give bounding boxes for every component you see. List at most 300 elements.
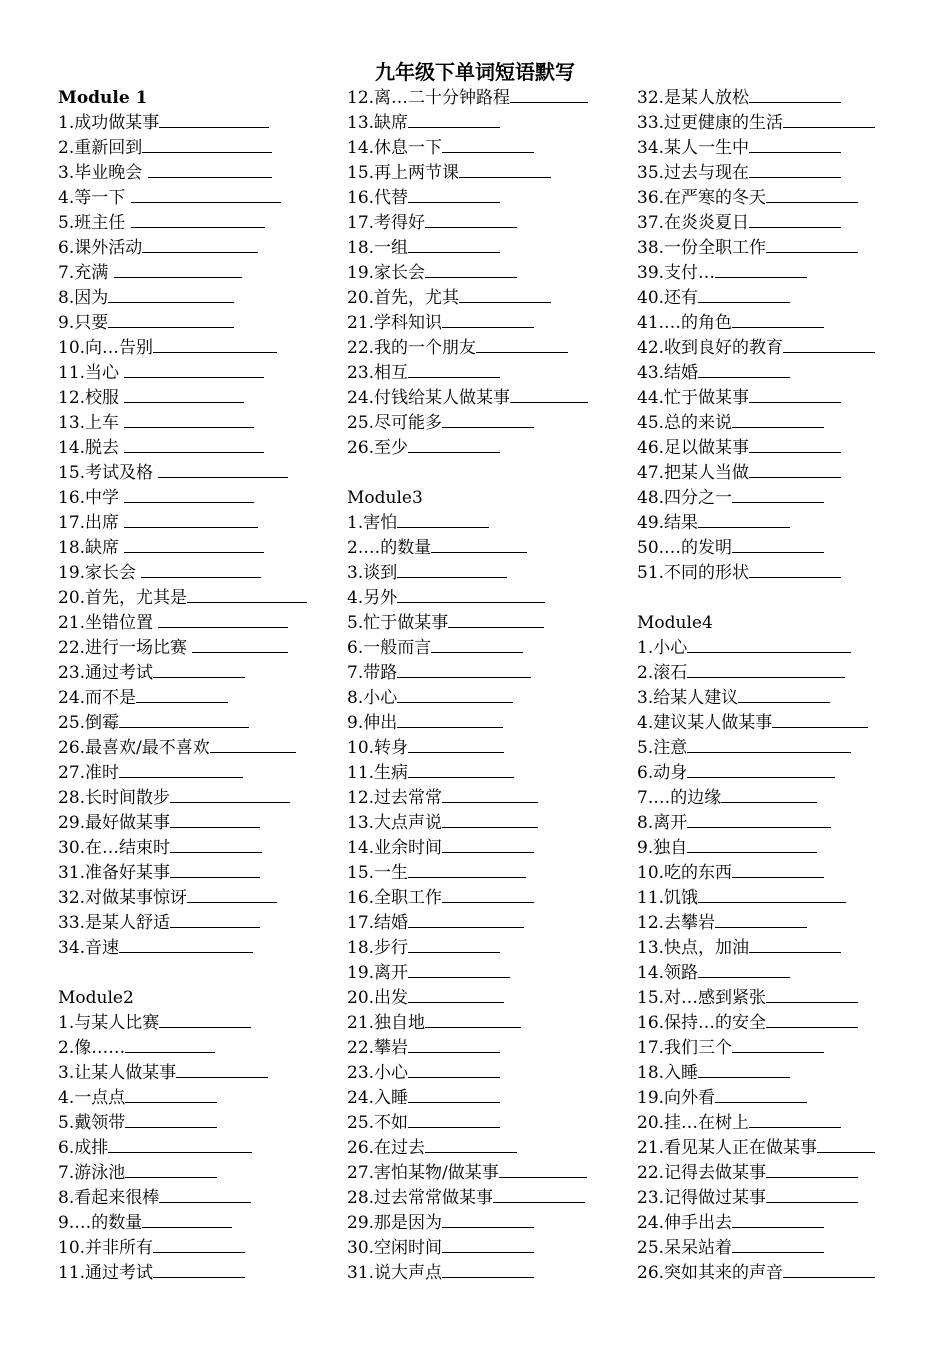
vocab-item <box>637 386 875 411</box>
vocab-item <box>637 936 875 961</box>
vocab-prompt: 18.一组 <box>347 238 409 258</box>
answer-blank[interactable] <box>108 1151 252 1153</box>
answer-blank[interactable] <box>766 1201 858 1203</box>
vocab-prompt: 7.游泳池 <box>58 1163 126 1183</box>
vocab-prompt: 24.伸手出去 <box>637 1213 733 1233</box>
vocab-item <box>637 336 875 361</box>
vocab-item <box>637 836 875 861</box>
vocab-item <box>637 761 875 786</box>
answer-blank[interactable] <box>698 901 846 903</box>
vocab-item <box>637 811 875 836</box>
vocab-prompt: 8.因为 <box>58 288 109 308</box>
answer-blank[interactable] <box>124 426 254 428</box>
vocab-item <box>347 661 588 686</box>
vocab-prompt: 45.总的来说 <box>637 413 733 433</box>
answer-blank[interactable] <box>187 901 277 903</box>
vocab-prompt: 1.害怕 <box>347 513 398 533</box>
vocab-prompt: 51.不同的形状 <box>637 563 750 583</box>
answer-blank[interactable] <box>687 851 817 853</box>
answer-blank[interactable] <box>732 326 824 328</box>
answer-blank[interactable] <box>698 1076 790 1078</box>
vocab-item <box>58 236 307 261</box>
vocab-prompt: 16.全职工作 <box>347 888 443 908</box>
answer-blank[interactable] <box>749 476 841 478</box>
vocab-item <box>58 1261 307 1286</box>
vocab-item <box>58 186 307 211</box>
vocab-prompt: 23.通过考试 <box>58 663 154 683</box>
vocab-item <box>347 586 588 611</box>
vocab-item <box>347 861 588 886</box>
vocab-prompt: 9.伸出 <box>347 713 398 733</box>
answer-blank[interactable] <box>510 101 588 103</box>
vocab-prompt: 6.一般而言 <box>347 638 432 658</box>
answer-blank[interactable] <box>783 351 875 353</box>
vocab-prompt: 3.让某人做某事 <box>58 1063 177 1083</box>
vocab-item <box>347 1011 588 1036</box>
vocab-item <box>58 1036 307 1061</box>
answer-blank[interactable] <box>170 851 262 853</box>
vocab-item <box>58 611 307 636</box>
vocab-prompt: 25.呆呆站着 <box>637 1238 733 1258</box>
vocab-item <box>58 486 307 511</box>
vocab-item <box>58 136 307 161</box>
answer-blank[interactable] <box>408 926 524 928</box>
vocab-item <box>347 536 588 561</box>
vocab-item <box>637 711 875 736</box>
vocab-prompt: 2.滚石 <box>637 663 688 683</box>
vocab-prompt: 1.小心 <box>637 638 688 658</box>
answer-blank[interactable] <box>732 501 824 503</box>
vocab-prompt: 25.倒霉 <box>58 713 120 733</box>
vocab-item <box>347 811 588 836</box>
answer-blank[interactable] <box>131 201 281 203</box>
vocab-prompt: 26.最喜欢/最不喜欢 <box>58 738 210 758</box>
answer-blank[interactable] <box>153 1251 245 1253</box>
vocab-item <box>58 261 307 286</box>
answer-blank[interactable] <box>408 1051 500 1053</box>
answer-blank[interactable] <box>170 876 260 878</box>
vocab-prompt: 20.首先，尤其是 <box>58 588 188 608</box>
vocab-item <box>347 1111 588 1136</box>
vocab-item <box>637 1036 875 1061</box>
answer-blank[interactable] <box>124 526 258 528</box>
answer-blank[interactable] <box>124 551 264 553</box>
vocab-item <box>347 311 588 336</box>
vocab-prompt: 10.向…告别 <box>58 338 154 358</box>
vocab-prompt: 36.在严寒的冬天 <box>637 188 767 208</box>
answer-blank[interactable] <box>732 426 824 428</box>
answer-blank[interactable] <box>749 951 841 953</box>
answer-blank[interactable] <box>510 401 588 403</box>
answer-blank[interactable] <box>698 526 790 528</box>
vocab-prompt: 23.小心 <box>347 1063 409 1083</box>
answer-blank[interactable] <box>408 251 500 253</box>
answer-blank[interactable] <box>749 576 841 578</box>
answer-blank[interactable] <box>124 401 244 403</box>
answer-blank[interactable] <box>749 176 841 178</box>
answer-blank[interactable] <box>192 651 288 653</box>
vocab-item <box>58 336 307 361</box>
answer-blank[interactable] <box>170 826 260 828</box>
vocab-prompt: 11.通过考试 <box>58 1263 154 1283</box>
vocab-item <box>347 1061 588 1086</box>
vocab-prompt: 12.校服 <box>58 388 125 408</box>
vocab-item <box>347 1261 588 1286</box>
vocab-item <box>58 1186 307 1211</box>
answer-blank[interactable] <box>442 326 534 328</box>
answer-blank[interactable] <box>749 1126 841 1128</box>
column-2 <box>347 86 588 1286</box>
vocab-item <box>58 386 307 411</box>
answer-blank[interactable] <box>397 726 503 728</box>
answer-blank[interactable] <box>408 1126 500 1128</box>
answer-blank[interactable] <box>459 301 551 303</box>
vocab-prompt: 21.独自地 <box>347 1013 426 1033</box>
answer-blank[interactable] <box>425 276 517 278</box>
vocab-prompt: 5.注意 <box>637 738 688 758</box>
vocab-item <box>637 461 875 486</box>
answer-blank[interactable] <box>783 1276 875 1278</box>
vocab-prompt: 19.离开 <box>347 963 409 983</box>
vocab-prompt: 10.吃的东西 <box>637 863 733 883</box>
answer-blank[interactable] <box>131 226 265 228</box>
vocab-prompt: 44.忙于做某事 <box>637 388 750 408</box>
answer-blank[interactable] <box>687 651 851 653</box>
answer-blank[interactable] <box>442 1226 534 1228</box>
vocab-prompt: 22.我的一个朋友 <box>347 338 477 358</box>
answer-blank[interactable] <box>732 1051 824 1053</box>
answer-blank[interactable] <box>408 1001 504 1003</box>
vocab-prompt: 23.相互 <box>347 363 409 383</box>
answer-blank[interactable] <box>108 326 234 328</box>
vocab-prompt: 49.结果 <box>637 513 699 533</box>
answer-blank[interactable] <box>499 1176 587 1178</box>
vocab-prompt: 12.去攀岩 <box>637 913 716 933</box>
vocab-item <box>58 936 307 961</box>
vocab-item <box>347 1036 588 1061</box>
vocab-item <box>58 686 307 711</box>
vocab-item <box>637 161 875 186</box>
answer-blank[interactable] <box>698 301 790 303</box>
answer-blank[interactable] <box>732 1226 824 1228</box>
vocab-prompt: 16.保持…的安全 <box>637 1013 767 1033</box>
vocab-item <box>347 261 588 286</box>
answer-blank[interactable] <box>170 801 290 803</box>
vocab-prompt: 37.在炎炎夏日 <box>637 213 750 233</box>
vocab-item <box>347 1161 588 1186</box>
vocab-prompt: 6.动身 <box>637 763 688 783</box>
answer-blank[interactable] <box>493 1201 585 1203</box>
answer-blank[interactable] <box>442 901 534 903</box>
vocab-item <box>58 1061 307 1086</box>
vocab-prompt: 5.忙于做某事 <box>347 613 449 633</box>
vocab-prompt: 26.在过去 <box>347 1138 426 1158</box>
page-title: 九年级下单词短语默写 <box>375 60 575 84</box>
vocab-prompt: 19.家长会 <box>58 563 142 583</box>
vocab-prompt: 24.入睡 <box>347 1088 409 1108</box>
answer-blank[interactable] <box>141 576 261 578</box>
answer-blank[interactable] <box>125 1126 217 1128</box>
answer-blank[interactable] <box>408 201 500 203</box>
vocab-prompt: 8.小心 <box>347 688 398 708</box>
answer-blank[interactable] <box>749 101 841 103</box>
vocab-item <box>58 886 307 911</box>
answer-blank[interactable] <box>176 1076 268 1078</box>
answer-blank[interactable] <box>408 376 500 378</box>
answer-blank[interactable] <box>159 1026 251 1028</box>
answer-blank[interactable] <box>687 676 845 678</box>
vocab-prompt: 9.…的数量 <box>58 1213 143 1233</box>
vocab-item <box>58 861 307 886</box>
answer-blank[interactable] <box>397 576 507 578</box>
answer-blank[interactable] <box>783 126 875 128</box>
answer-blank[interactable] <box>715 276 807 278</box>
vocab-prompt: 11.当心 <box>58 363 125 383</box>
vocab-prompt: 17.结婚 <box>347 913 409 933</box>
vocab-prompt: 4.一点点 <box>58 1088 126 1108</box>
vocab-prompt: 23.记得做过某事 <box>637 1188 767 1208</box>
answer-blank[interactable] <box>772 726 868 728</box>
vocab-item <box>58 361 307 386</box>
vocab-item <box>637 261 875 286</box>
answer-blank[interactable] <box>732 876 824 878</box>
vocab-item <box>347 286 588 311</box>
answer-blank[interactable] <box>766 251 858 253</box>
answer-blank[interactable] <box>408 751 504 753</box>
answer-blank[interactable] <box>397 601 545 603</box>
answer-blank[interactable] <box>125 1051 215 1053</box>
answer-blank[interactable] <box>142 251 258 253</box>
answer-blank[interactable] <box>108 301 234 303</box>
module-heading: Module4 <box>637 613 713 633</box>
vocab-item <box>58 1236 307 1261</box>
spacer <box>58 961 307 986</box>
answer-blank[interactable] <box>817 1151 875 1153</box>
answer-blank[interactable] <box>159 1201 251 1203</box>
answer-blank[interactable] <box>766 1176 858 1178</box>
answer-blank[interactable] <box>187 601 307 603</box>
vocab-prompt: 11.饥饿 <box>637 888 699 908</box>
answer-blank[interactable] <box>397 676 531 678</box>
vocab-item <box>347 886 588 911</box>
vocab-prompt: 21.看见某人正在做某事 <box>637 1138 818 1158</box>
vocab-prompt: 27.准时 <box>58 763 120 783</box>
vocab-item <box>347 611 588 636</box>
answer-blank[interactable] <box>698 376 790 378</box>
vocab-prompt: 7.充满 <box>58 263 114 283</box>
spacer <box>637 586 875 611</box>
answer-blank[interactable] <box>749 451 841 453</box>
vocab-prompt: 18.入睡 <box>637 1063 699 1083</box>
answer-blank[interactable] <box>408 451 500 453</box>
vocab-item <box>637 986 875 1011</box>
answer-blank[interactable] <box>124 501 254 503</box>
vocab-prompt: 26.至少 <box>347 438 409 458</box>
answer-blank[interactable] <box>408 1101 500 1103</box>
answer-blank[interactable] <box>119 726 249 728</box>
vocab-item <box>347 161 588 186</box>
answer-blank[interactable] <box>159 126 269 128</box>
vocab-item <box>347 436 588 461</box>
vocab-item <box>637 136 875 161</box>
answer-blank[interactable] <box>442 426 534 428</box>
answer-blank[interactable] <box>408 951 500 953</box>
answer-blank[interactable] <box>442 151 534 153</box>
vocab-prompt: 3.谈到 <box>347 563 398 583</box>
vocab-prompt: 15.考试及格 <box>58 463 159 483</box>
vocab-prompt: 6.成排 <box>58 1138 109 1158</box>
vocab-item <box>58 636 307 661</box>
vocab-item <box>58 1161 307 1186</box>
vocab-prompt: 24.而不是 <box>58 688 137 708</box>
vocab-prompt: 14.休息一下 <box>347 138 443 158</box>
answer-blank[interactable] <box>153 351 277 353</box>
module-heading: Module2 <box>58 988 134 1008</box>
vocab-item <box>58 1211 307 1236</box>
vocab-item <box>347 211 588 236</box>
answer-blank[interactable] <box>153 1276 245 1278</box>
answer-blank[interactable] <box>687 751 851 753</box>
vocab-item <box>347 986 588 1011</box>
vocab-prompt: 40.还有 <box>637 288 699 308</box>
vocab-item <box>58 511 307 536</box>
vocab-item <box>637 786 875 811</box>
vocab-item <box>58 111 307 136</box>
answer-blank[interactable] <box>408 876 526 878</box>
answer-blank[interactable] <box>148 176 272 178</box>
vocab-prompt: 10.转身 <box>347 738 409 758</box>
vocab-prompt: 4.建议某人做某事 <box>637 713 773 733</box>
vocab-prompt: 21.学科知识 <box>347 313 443 333</box>
answer-blank[interactable] <box>124 451 264 453</box>
vocab-item <box>637 86 875 111</box>
vocab-item <box>58 161 307 186</box>
vocab-prompt: 31.准备好某事 <box>58 863 171 883</box>
answer-blank[interactable] <box>687 826 831 828</box>
vocab-prompt: 35.过去与现在 <box>637 163 750 183</box>
answer-blank[interactable] <box>732 551 824 553</box>
vocab-item <box>347 511 588 536</box>
vocab-prompt: 17.出席 <box>58 513 125 533</box>
vocab-item <box>637 186 875 211</box>
answer-blank[interactable] <box>425 226 517 228</box>
vocab-item <box>347 786 588 811</box>
vocab-prompt: 28.长时间散步 <box>58 788 171 808</box>
answer-blank[interactable] <box>158 626 288 628</box>
answer-blank[interactable] <box>442 851 534 853</box>
answer-blank[interactable] <box>425 1151 517 1153</box>
vocab-prompt: 12.离…二十分钟路程 <box>347 88 511 108</box>
answer-blank[interactable] <box>119 951 253 953</box>
column-1 <box>58 86 307 1286</box>
answer-blank[interactable] <box>442 1251 534 1253</box>
answer-blank[interactable] <box>766 1026 858 1028</box>
vocab-item <box>637 686 875 711</box>
vocab-prompt: 9.只要 <box>58 313 109 333</box>
answer-blank[interactable] <box>476 351 568 353</box>
answer-blank[interactable] <box>442 1276 534 1278</box>
answer-blank[interactable] <box>142 151 272 153</box>
answer-blank[interactable] <box>698 976 790 978</box>
answer-blank[interactable] <box>408 126 500 128</box>
vocab-prompt: 5.戴领带 <box>58 1113 126 1133</box>
answer-blank[interactable] <box>715 1101 807 1103</box>
column-3 <box>637 86 875 1286</box>
answer-blank[interactable] <box>749 401 841 403</box>
answer-blank[interactable] <box>431 551 527 553</box>
vocab-prompt: 25.不如 <box>347 1113 409 1133</box>
answer-blank[interactable] <box>153 676 245 678</box>
answer-blank[interactable] <box>425 1026 521 1028</box>
answer-blank[interactable] <box>397 701 513 703</box>
answer-blank[interactable] <box>397 526 489 528</box>
vocab-prompt: 30.在…结束时 <box>58 838 171 858</box>
vocab-prompt: 32.是某人放松 <box>637 88 750 108</box>
vocab-item <box>637 1011 875 1036</box>
answer-blank[interactable] <box>142 1226 232 1228</box>
vocab-prompt: 18.缺席 <box>58 538 125 558</box>
vocab-item <box>58 761 307 786</box>
vocab-item <box>637 1111 875 1136</box>
answer-blank[interactable] <box>738 701 830 703</box>
answer-blank[interactable] <box>408 776 514 778</box>
answer-blank[interactable] <box>114 276 242 278</box>
vocab-prompt: 33.是某人舒适 <box>58 913 171 933</box>
answer-blank[interactable] <box>766 201 858 203</box>
answer-blank[interactable] <box>459 176 551 178</box>
vocab-item <box>58 711 307 736</box>
answer-blank[interactable] <box>442 826 538 828</box>
answer-blank[interactable] <box>442 801 538 803</box>
vocab-item <box>637 486 875 511</box>
module-heading: Module3 <box>347 488 423 508</box>
answer-blank[interactable] <box>158 476 288 478</box>
vocab-item <box>347 836 588 861</box>
vocab-item <box>58 911 307 936</box>
vocab-item <box>58 561 307 586</box>
answer-blank[interactable] <box>125 1176 217 1178</box>
vocab-prompt: 8.离开 <box>637 813 688 833</box>
answer-blank[interactable] <box>125 1101 217 1103</box>
answer-blank[interactable] <box>721 801 817 803</box>
vocab-prompt: 15.再上两节课 <box>347 163 460 183</box>
answer-blank[interactable] <box>136 701 228 703</box>
vocab-prompt: 14.领路 <box>637 963 699 983</box>
answer-blank[interactable] <box>715 926 807 928</box>
vocab-prompt: 34.某人一生中 <box>637 138 750 158</box>
answer-blank[interactable] <box>119 776 243 778</box>
answer-blank[interactable] <box>749 151 841 153</box>
answer-blank[interactable] <box>687 776 835 778</box>
answer-blank[interactable] <box>408 976 510 978</box>
answer-blank[interactable] <box>210 751 296 753</box>
answer-blank[interactable] <box>749 226 841 228</box>
vocab-item <box>58 811 307 836</box>
answer-blank[interactable] <box>431 651 523 653</box>
vocab-prompt: 13.上车 <box>58 413 125 433</box>
vocab-prompt: 2.重新回到 <box>58 138 143 158</box>
answer-blank[interactable] <box>448 626 544 628</box>
answer-blank[interactable] <box>732 1251 824 1253</box>
answer-blank[interactable] <box>408 1076 500 1078</box>
vocab-item <box>637 311 875 336</box>
answer-blank[interactable] <box>170 926 260 928</box>
vocab-item <box>637 286 875 311</box>
answer-blank[interactable] <box>766 1001 858 1003</box>
answer-blank[interactable] <box>124 376 264 378</box>
vocab-item <box>347 336 588 361</box>
vocab-prompt: 20.出发 <box>347 988 409 1008</box>
